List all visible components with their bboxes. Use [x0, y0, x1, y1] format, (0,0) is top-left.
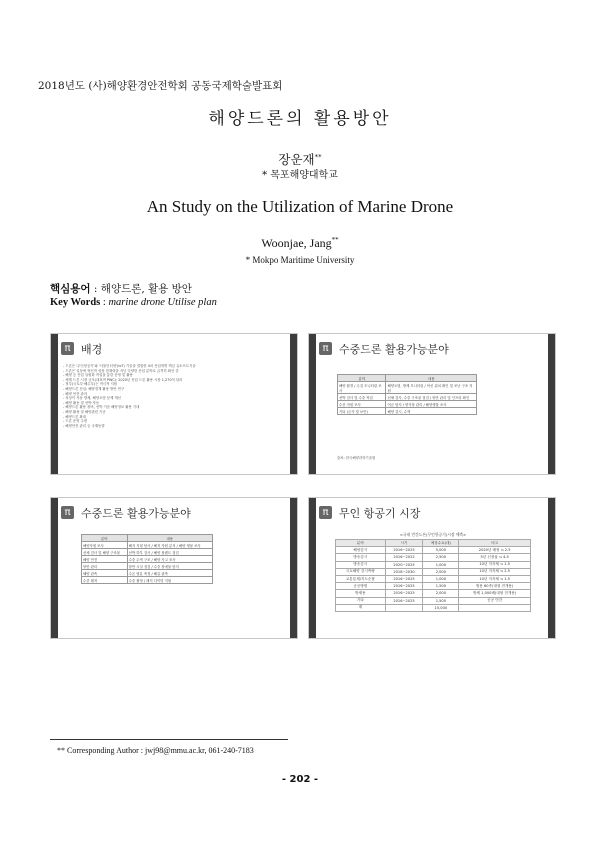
table-row [336, 561, 531, 568]
table-cell: 해양자원 조사 [82, 542, 128, 549]
slide-left-bar [309, 334, 316, 474]
table-cell: 방제 1,000배(대형 전개용) [459, 590, 531, 597]
pi-icon: π [61, 506, 74, 519]
bullet-line: - 드론은 '무인항공기'와 '사물인터넷'(IoT) 기술을 결합한 4차 산업혁명 핵심 유소프트기술 [63, 364, 196, 368]
table-cell: 수중 레저 [82, 577, 128, 584]
table-row [336, 583, 531, 590]
table-cell: 수산 자원 조사 [338, 401, 386, 408]
table-cell: 수온 염분 측정 / 해류 관측 [127, 570, 212, 577]
bullet-line: - 정부(국토부·해수부)는 적극적 지원 [63, 382, 118, 387]
table-cell: 교통통제/지도순찰 [336, 575, 386, 582]
table-row [338, 408, 477, 415]
table-cell: 2016~2025 [385, 583, 423, 590]
table-cell: 선박 하부 검사 / 해양 플랜트 점검 [127, 549, 212, 556]
table-row [336, 575, 531, 582]
keywords-korean [50, 281, 192, 296]
table-cell: 10년 지자체 ≒ 1.5 [459, 561, 531, 568]
table-cell: 방송감시 [336, 561, 386, 568]
bullet-line: - 해양안전 관리 등 국제동향 [63, 423, 105, 428]
usage-table [81, 534, 213, 584]
table-cell: 방송감시 [336, 554, 386, 561]
table-row [336, 590, 531, 597]
table-cell: 방제용 [336, 590, 386, 597]
table-cell: 2018~2030 [385, 568, 423, 575]
table-row [82, 542, 213, 549]
table-cell: 10년 지자체 ≒ 1.5 [459, 575, 531, 582]
table-cell: 수중 촬영 / 레저 다이빙 지원 [127, 577, 212, 584]
table-cell: 기타 [336, 597, 386, 604]
author-name-ko: 장운재 [278, 152, 315, 167]
table-cell: 2020~2025 [385, 561, 423, 568]
slide-right-bar [290, 334, 297, 474]
slide-bullets [63, 364, 285, 428]
bullet-line: - 해양드론 산업: 해양경계 활용 방안 연구 [63, 386, 125, 391]
slide-right-bar [548, 334, 555, 474]
table-cell: 항만 시설 점검 / 수중 장애물 탐지 [127, 563, 212, 570]
table-header: 시기 [385, 540, 423, 547]
title-english: An Study on the Utilization of Marine Drone [146, 197, 454, 216]
table-cell: 어군 탐지 / 양식장 관리 / 해양생물 조사 [386, 401, 477, 408]
market-table-caption: <국내 민간드론(무인항공기)시장 예측> [399, 532, 467, 537]
table-cell: 항만 관리 [82, 563, 128, 570]
table-header: 분야 [82, 535, 128, 542]
table-cell: 기타 (군사 및 보안) [338, 408, 386, 415]
bullet-line: - 육상이 자동 방제, 해양오염 문제 개선 [63, 396, 121, 401]
table-cell: 1,500 [423, 597, 459, 604]
table-cell: 선체 검사 및 해양 구조물 [82, 549, 128, 556]
bullet-line: - 세계 드론 시장 규모(대표적 PWC): 2020년 산업 드론 활용 시장 1,270억 달러 [63, 377, 183, 382]
footnote: ** Corresponding Author : jwj98@mmu.ac.kr, 061-240-7183 [57, 746, 254, 755]
table-cell: 선체 검사, 수중 구조물 점검 / 항만 관리 및 인프라 확인 [386, 394, 477, 401]
table-row [338, 394, 477, 401]
table-header: 분야 [338, 375, 386, 382]
slide-title: 수중드론 활용가능분야 [339, 343, 449, 356]
table-cell: 선박 검사 및 수중 작업 [338, 394, 386, 401]
table-cell: 2016~2025 [385, 597, 423, 604]
table-cell: 해양 감시, 수색 [386, 408, 477, 415]
keywords-ko-value: 해양드론, 활용 방안 [100, 283, 192, 295]
table-cell: 2,500 [423, 554, 459, 561]
bullet-line: - 해양드론 활용 장비, 선박 기준 해양정보 활용 기대 [63, 405, 140, 410]
table-header: 예상수요(대) [423, 540, 459, 547]
table-cell: 해양감시 [336, 547, 386, 554]
title-korean: 해양드론의 활용방안 [208, 109, 392, 129]
table-cell: 2020년 배정 ≒ 2.5 [459, 547, 531, 554]
slide-right-bar [548, 498, 555, 638]
table-row [336, 554, 531, 561]
affiliation-korean: * 목포해양대학교 [262, 170, 338, 181]
conference-header: 2018년도 (사)해양환경안전학회 공동국제학술발표회 [38, 80, 283, 92]
table-cell: 1,000 [423, 561, 459, 568]
slide-usage-2 [50, 497, 298, 639]
table-row [82, 556, 213, 563]
table-cell: 2016~2022 [385, 554, 423, 561]
table-header: 분야 [336, 540, 386, 547]
table-cell: 계 [336, 604, 386, 611]
table-cell: 2016~2025 [385, 590, 423, 597]
pi-icon: π [319, 506, 332, 519]
keywords-ko-sep: : [90, 283, 101, 295]
pi-icon: π [61, 342, 74, 355]
slide-left-bar [51, 334, 58, 474]
table-cell: 5,000 [423, 547, 459, 554]
table-cell: 공공 민간 [459, 597, 531, 604]
bullet-line: - 해양 안전 관리 [63, 391, 88, 396]
author-mark-en: ** [331, 236, 339, 244]
keywords-en-sep: : [100, 297, 109, 308]
table-cell: 5년 신장율 ≒ 4.5 [459, 554, 531, 561]
slide-left-bar [51, 498, 58, 638]
slide-background [50, 333, 298, 475]
slide-usage-1 [308, 333, 556, 475]
table-header: 비고 [459, 540, 531, 547]
author-name-en: Woonjae, Jang [261, 236, 332, 250]
bullet-line: - 드론 운영 주변 [63, 419, 88, 424]
table-cell: 수중 수색 구조 / 해양 사고 조사 [127, 556, 212, 563]
slide-title: 수중드론 활용가능분야 [81, 507, 191, 520]
slide-title: 배경 [81, 343, 103, 356]
table-cell: 10년 지자체 ≒ 2.5 [459, 568, 531, 575]
bullet-line: - 해양 활동 및 선박 자동 [63, 400, 100, 405]
table-cell: 공공방범 [336, 583, 386, 590]
keywords-en-value: marine drone Utilise plan [108, 297, 217, 308]
table-header: 내용 [386, 375, 477, 382]
table-cell: 2016~2025 [385, 547, 423, 554]
table-row [336, 568, 531, 575]
footnote-rule [50, 739, 288, 740]
pi-icon: π [319, 342, 332, 355]
page-number: - 202 - [281, 774, 319, 785]
table-cell: 해양오염, 방제 모니터링 / 어선 위치 확인 및 조난 구조 지원 [386, 382, 477, 394]
table-row [82, 549, 213, 556]
usage-table [337, 374, 477, 415]
bullet-line: - 해양 등 산업 일원화 작업을 통한 운영 및 활용 [63, 373, 133, 378]
table-cell: 2,000 [423, 590, 459, 597]
keywords-english [50, 297, 217, 308]
table-cell: 2,000 [423, 568, 459, 575]
table-row [82, 563, 213, 570]
bullet-line: - 해양 활용 및 해양관련 기준 [63, 409, 106, 414]
table-row [82, 577, 213, 584]
slide-left-bar [309, 498, 316, 638]
table-row [336, 597, 531, 604]
slide-title: 무인 항공기 시장 [339, 507, 421, 520]
bullet-line: - 해양드론 확대 [63, 414, 87, 419]
table-cell: 2016~2025 [385, 575, 423, 582]
table-cell [385, 604, 423, 611]
table-cell: 15,000 [423, 604, 459, 611]
slide-right-bar [290, 498, 297, 638]
table-cell: 해양 안전 [82, 556, 128, 563]
affiliation-english: * Mokpo Maritime University [245, 255, 355, 265]
author-english [0, 236, 600, 251]
keywords-ko-label: 핵심용어 [50, 283, 91, 295]
table-cell: 해저 지형 탐사 / 해저 자원 분석 / 해양 생물 조사 [127, 542, 212, 549]
table-row [82, 570, 213, 577]
table-cell [459, 604, 531, 611]
table-cell: 해양 환경 / 수질 모니터링 조사 [338, 382, 386, 394]
slide-drone-market [308, 497, 556, 639]
bullet-line: - 드론은 일상에 혁신적 성장 잠재력을 지닌 다양한 산업 분야로 급격히 확산 중 [63, 368, 179, 373]
table-header: 내용 [127, 535, 212, 542]
author-mark-ko: ** [314, 152, 322, 161]
table-cell: 범용 60종(대형 전개용) [459, 583, 531, 590]
table-note: 출처: 한국해양과학기술원 [337, 456, 376, 460]
market-table [335, 539, 531, 612]
table-cell: 국토해양 감시측량 [336, 568, 386, 575]
table-row [338, 401, 477, 408]
keywords-en-label: Key Words [50, 297, 101, 308]
table-row [336, 604, 531, 611]
table-cell: 해양 관측 [82, 570, 128, 577]
table-row [336, 547, 531, 554]
table-row [338, 382, 477, 394]
table-cell: 1,000 [423, 575, 459, 582]
table-cell: 1,500 [423, 583, 459, 590]
